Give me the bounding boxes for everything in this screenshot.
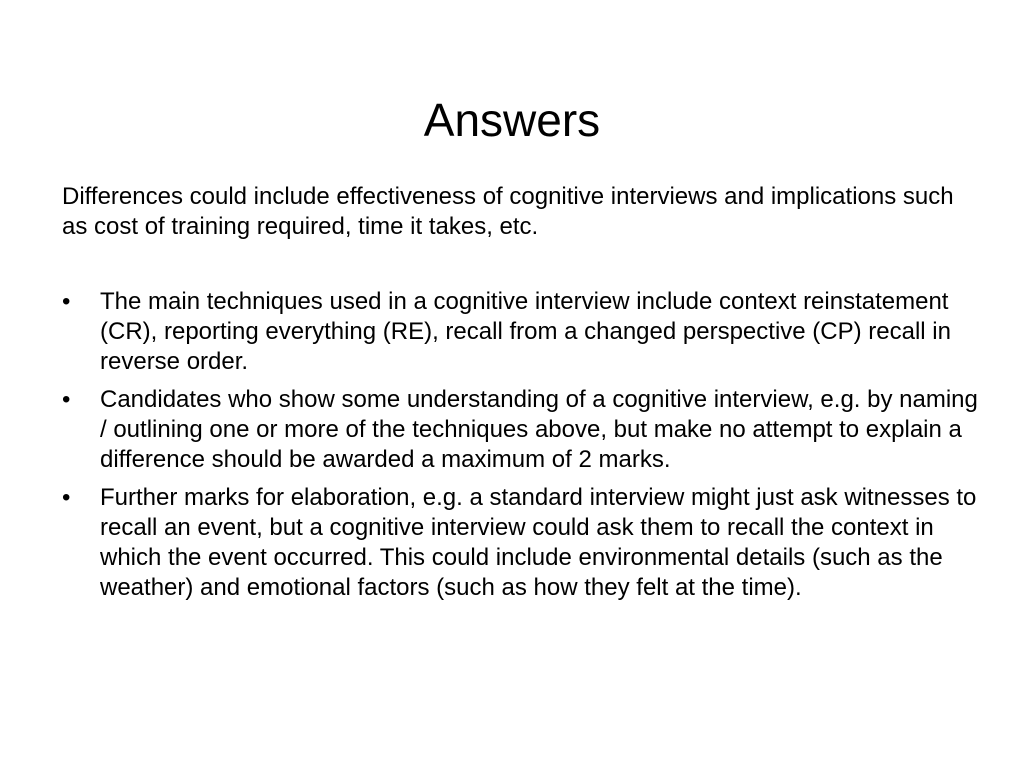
- bullet-item: [62, 483, 982, 603]
- bullet-icon: •: [62, 386, 71, 413]
- bullet-text: Further marks for elaboration, e.g. a standard interview might just ask witnesses to recall an event, but a cognitive interview could ask them to recall the context in which the event occurred. This could include environmental details (such as the weather) and emotional factors (such as how they felt at the time).: [100, 484, 977, 601]
- bullet-item: [62, 287, 982, 377]
- bullet-text: The main techniques used in a cognitive interview include context reinstatement (CR), reporting everything (RE), recall from a changed perspective (CP) recall in reverse order.: [100, 288, 951, 375]
- bullet-icon: •: [62, 288, 71, 315]
- slide-title: Answers: [423, 93, 601, 146]
- bullet-icon: •: [62, 484, 71, 511]
- bullet-item: [62, 385, 982, 475]
- intro-paragraph: Differences could include effectiveness of cognitive interviews and implications such as cost of training required, time it takes, etc.: [62, 183, 954, 240]
- bullet-list: [62, 287, 982, 611]
- bullet-text: Candidates who show some understanding of a cognitive interview, e.g. by naming / outlining one or more of the techniques above, but make no attempt to explain a difference should be awarded a maximum of 2 marks.: [100, 386, 978, 473]
